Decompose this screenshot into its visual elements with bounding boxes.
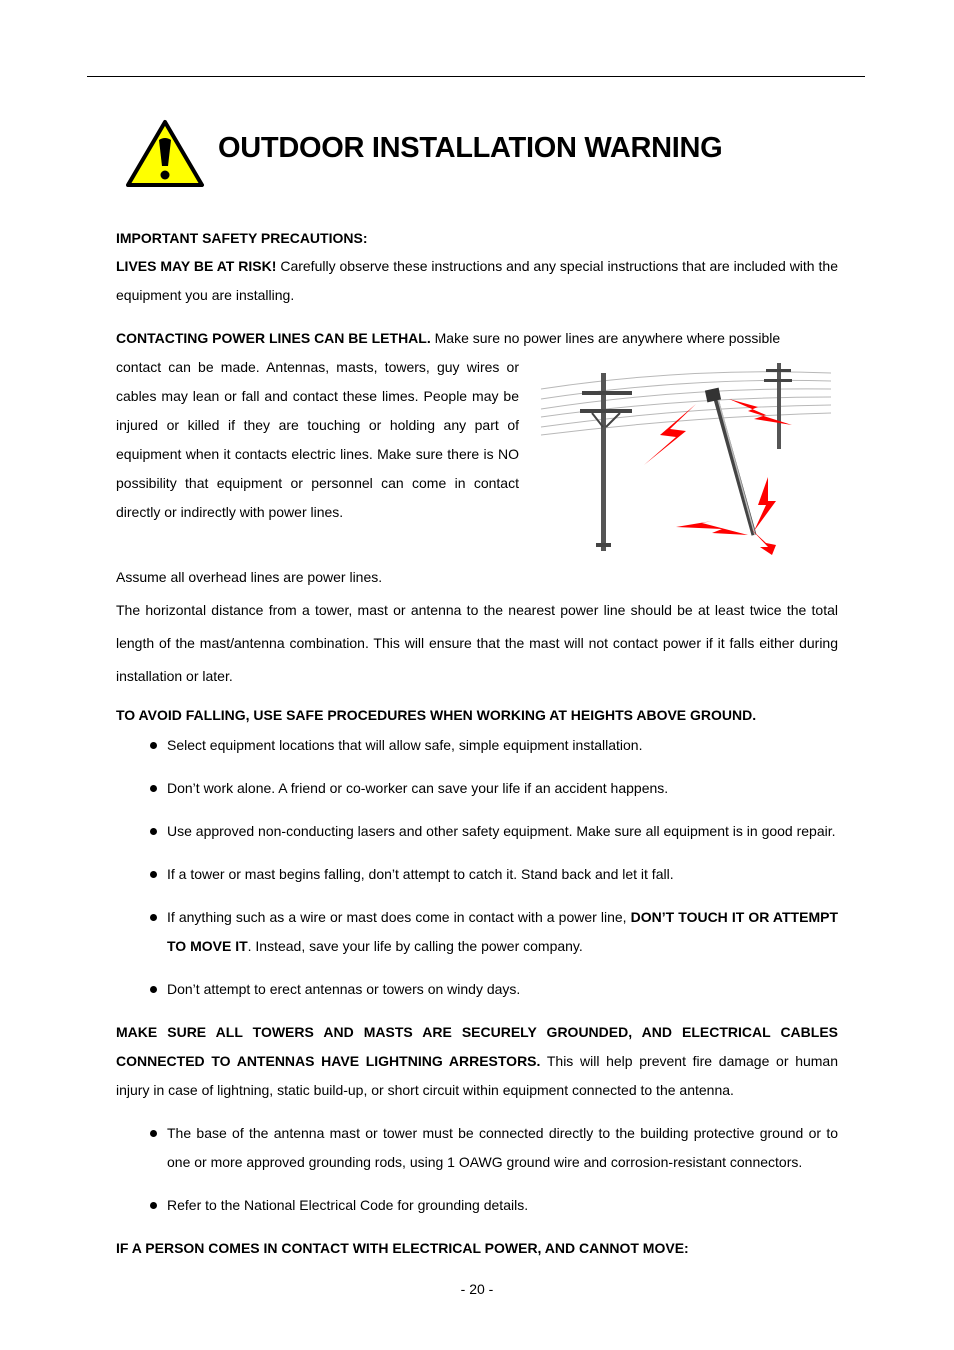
list-item-text: Select equipment locations that will allow safe, simple equipment installation.: [167, 737, 643, 753]
list-item-text: Don’t attempt to erect antennas or towers on windy days.: [167, 981, 521, 997]
precautions-heading: IMPORTANT SAFETY PRECAUTIONS:: [116, 230, 368, 246]
list-item: [116, 975, 838, 1004]
list-item-bold: DON’T TOUCH IT OR ATTEMPT TO MOVE IT: [167, 909, 838, 954]
falling-list: [116, 731, 838, 1004]
list-item-text: If anything such as a wire or mast does come in contact with a power line,: [167, 909, 631, 925]
grounding-paragraph: [116, 1018, 838, 1105]
header-rule: [87, 76, 865, 77]
bullet-icon: [150, 914, 157, 921]
bullet-icon: [150, 986, 157, 993]
document-body: [116, 230, 838, 1256]
grounding-bold: MAKE SURE ALL TOWERS AND MASTS ARE SECURELY GROUNDED, AND ELECTRICAL CABLES CONNECTED TO ANTENNAS HAVE LIGHTNING ARRESTORS.: [116, 1024, 838, 1069]
list-item-text: The base of the antenna mast or tower must be connected directly to the building protective ground or to one or more approved grounding rods, using 1 OAWG ground wire and corrosion-resistant connectors.: [167, 1125, 838, 1170]
bullet-icon: [150, 742, 157, 749]
power-lines-wrap-block: [116, 353, 838, 563]
list-item-text: Don’t work alone. A friend or co-worker can save your life if an accident happens.: [167, 780, 669, 796]
list-item: [116, 774, 838, 803]
falling-heading: TO AVOID FALLING, USE SAFE PROCEDURES WHEN WORKING AT HEIGHTS ABOVE GROUND.: [116, 707, 757, 723]
list-item-text: If a tower or mast begins falling, don’t attempt to catch it. Stand back and let it fall.: [167, 866, 674, 882]
page-number: - 20 -: [460, 1281, 494, 1297]
lives-bold: LIVES MAY BE AT RISK!: [116, 258, 277, 274]
list-item: [116, 1119, 838, 1177]
warning-triangle-icon: [125, 118, 205, 188]
lives-text: Carefully observe these instructions and any special instructions that are included with the equipment you are installing.: [116, 258, 838, 303]
list-item-text: Use approved non-conducting lasers and other safety equipment. Make sure all equipment is in good repair.: [167, 823, 836, 839]
list-item: [116, 1191, 838, 1220]
power-lines-first-line: [116, 324, 838, 353]
grounding-text: This will help prevent fire damage or human injury in case of lightning, static build-up, or short circuit within equipment connected to the antenna.: [116, 1053, 839, 1098]
bullet-icon: [150, 871, 157, 878]
list-item: [116, 860, 838, 889]
distance-paragraph: The horizontal distance from a tower, mast or antenna to the nearest power line should be at least twice the total length of the mast/antenna combination. This will ensure that the mast will not contact power if it falls either during installation or later.: [116, 602, 838, 684]
bullet-icon: [150, 828, 157, 835]
power-line-contact-illustration: [536, 359, 836, 555]
list-item: [116, 903, 838, 961]
grounding-list: [116, 1119, 838, 1220]
power-lines-bold: CONTACTING POWER LINES CAN BE LETHAL.: [116, 330, 431, 346]
list-item: [116, 731, 838, 760]
contact-heading: IF A PERSON COMES IN CONTACT WITH ELECTRICAL POWER, AND CANNOT MOVE:: [116, 1240, 689, 1256]
assume-paragraph: Assume all overhead lines are power lines.: [116, 569, 383, 585]
power-lines-first-text: Make sure no power lines are anywhere where possible: [430, 330, 781, 346]
bullet-icon: [150, 785, 157, 792]
lives-paragraph: [116, 252, 838, 310]
page-title: OUTDOOR INSTALLATION WARNING: [218, 132, 723, 164]
list-item-text: Refer to the National Electrical Code for grounding details.: [167, 1197, 529, 1213]
power-lines-wrap-text: contact can be made. Antennas, masts, towers, guy wires or cables may lean or fall and contact these limes. People may be injured or killed if they are touching or holding any part of equipment when it contacts electric lines. Make sure there is NO possibility that equipment or personnel can come in contact directly or indirectly with power lines.: [116, 359, 519, 520]
list-item-text: . Instead, save your life by calling the power company.: [247, 938, 583, 954]
bullet-icon: [150, 1130, 157, 1137]
bullet-icon: [150, 1202, 157, 1209]
list-item: [116, 817, 838, 846]
